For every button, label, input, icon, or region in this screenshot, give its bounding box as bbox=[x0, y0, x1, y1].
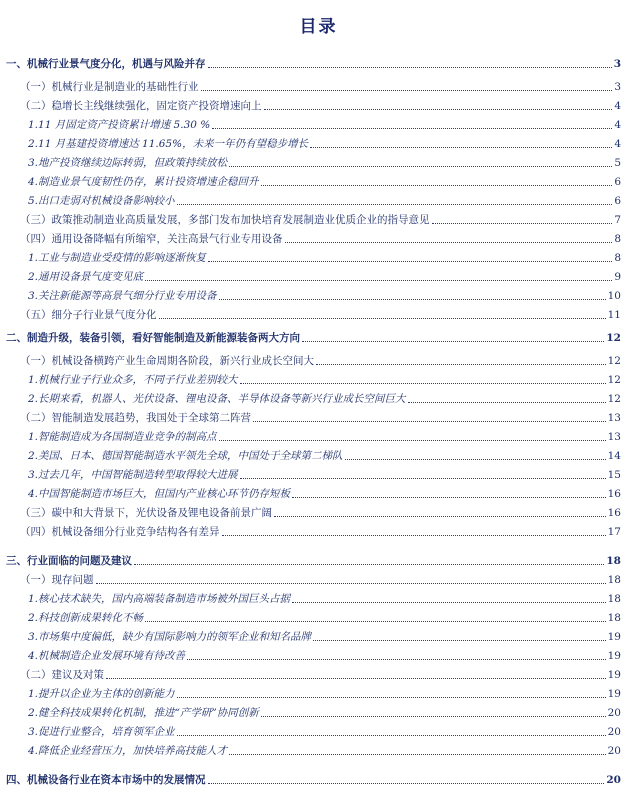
toc-entry-text: （一）机械设备横跨产业生命周期各阶段，新兴行业成长空间大 bbox=[20, 355, 314, 367]
toc-entry-page-number: 3 bbox=[613, 58, 621, 70]
toc-entry-level-2[interactable] bbox=[0, 568, 637, 586]
toc-entry-text: 1.智能制造成为各国制造业竞争的制高点 bbox=[28, 431, 217, 443]
dot-leader bbox=[264, 109, 613, 110]
toc-entry-level-2[interactable] bbox=[0, 349, 637, 367]
dot-leader bbox=[240, 383, 606, 384]
toc-entry-page-number: 19 bbox=[607, 631, 621, 643]
dot-leader bbox=[212, 128, 612, 129]
dot-leader bbox=[253, 421, 606, 422]
dot-leader bbox=[313, 640, 606, 641]
toc-entry-text: （一）现存问题 bbox=[20, 574, 94, 586]
toc-entry-page-number: 10 bbox=[607, 290, 621, 302]
dot-leader bbox=[201, 90, 613, 91]
toc-entry-page-number: 12 bbox=[607, 355, 621, 367]
toc-entry-page-number: 16 bbox=[607, 488, 621, 500]
dot-leader bbox=[208, 67, 612, 68]
toc-entry-level-3[interactable] bbox=[0, 425, 637, 443]
toc-entry-level-1[interactable] bbox=[0, 549, 637, 567]
toc-entry-level-3[interactable] bbox=[0, 132, 637, 150]
toc-entry-level-2[interactable] bbox=[0, 208, 637, 226]
toc-entry-text: 4.中国智能制造市场巨大，但国内产业核心环节仍存短板 bbox=[28, 488, 291, 500]
dot-leader bbox=[219, 440, 606, 441]
toc-entry-page-number: 4 bbox=[614, 119, 621, 131]
toc-entry-text: 二、制造升级，装备引领，看好智能制造及新能源装备两大方向 bbox=[6, 332, 300, 344]
toc-entry-level-3[interactable] bbox=[0, 265, 637, 283]
toc-entry-level-2[interactable] bbox=[0, 520, 637, 538]
toc-entry-page-number: 20 bbox=[607, 726, 621, 738]
dot-leader bbox=[345, 459, 606, 460]
toc-entry-level-3[interactable] bbox=[0, 682, 637, 700]
toc-entry-text: 4.机械制造企业发展环境有待改善 bbox=[28, 650, 186, 662]
toc-entry-level-3[interactable] bbox=[0, 444, 637, 462]
toc-entry-page-number: 15 bbox=[607, 469, 621, 481]
toc-entry-page-number: 9 bbox=[614, 271, 621, 283]
toc-entry-level-3[interactable] bbox=[0, 170, 637, 188]
toc-entry-text: 2.长期来看，机器人、光伏设备、锂电设备、半导体设备等新兴行业成长空间巨大 bbox=[28, 393, 406, 405]
toc-entry-level-3[interactable] bbox=[0, 368, 637, 386]
toc-entry-level-1[interactable] bbox=[0, 52, 637, 70]
toc-entry-page-number: 11 bbox=[607, 309, 621, 321]
toc-entry-page-number: 17 bbox=[607, 526, 621, 538]
toc-entry-text: 3.过去几年，中国智能制造转型取得较大进展 bbox=[28, 469, 238, 481]
toc-entry-text: 5.出口走弱对机械设备影响较小 bbox=[28, 195, 175, 207]
toc-entry-text: （二）稳增长主线继续强化，固定资产投资增速向上 bbox=[20, 100, 262, 112]
dot-leader bbox=[219, 299, 606, 300]
toc-entry-text: 三、行业面临的问题及建议 bbox=[6, 555, 132, 567]
toc-entry-text: 2.美国、日本、德国智能制造水平领先全球，中国处于全球第二梯队 bbox=[28, 450, 343, 462]
toc-entry-level-3[interactable] bbox=[0, 587, 637, 605]
toc-entry-text: （四）通用设备降幅有所缩窄，关注高景气行业专用设备 bbox=[20, 233, 283, 245]
toc-entry-level-2[interactable] bbox=[0, 406, 637, 424]
dot-leader bbox=[408, 402, 606, 403]
toc-entry-text: 四、机械设备行业在资本市场中的发展情况 bbox=[6, 774, 206, 786]
toc-entry-text: （五）细分子行业景气度分化 bbox=[20, 309, 157, 321]
dot-leader bbox=[292, 497, 606, 498]
toc-entry-page-number: 12 bbox=[607, 374, 621, 386]
toc-entry-text: 2.通用设备景气度变见底 bbox=[28, 271, 144, 283]
toc-entry-level-1[interactable] bbox=[0, 768, 637, 786]
toc-entry-text: （三）碳中和大背景下，光伏设备及锂电设备前景广阔 bbox=[20, 507, 272, 519]
dot-leader bbox=[145, 280, 612, 281]
toc-entry-text: 3.地产投资继续边际转弱，但政策持续放松 bbox=[28, 157, 228, 169]
dot-leader bbox=[310, 147, 612, 148]
dot-leader bbox=[96, 583, 606, 584]
toc-entry-page-number: 4 bbox=[614, 138, 621, 150]
toc-entry-text: 2.11 月基建投资增速达 11.65%，未来一年仍有望稳步增长 bbox=[28, 138, 309, 150]
toc-entry-page-number: 14 bbox=[607, 450, 621, 462]
toc-entry-text: 1.核心技术缺失，国内高端装备制造市场被外国巨头占据 bbox=[28, 593, 291, 605]
toc-entry-level-2[interactable] bbox=[0, 94, 637, 112]
toc-entry-level-3[interactable] bbox=[0, 246, 637, 264]
toc-entry-page-number: 18 bbox=[606, 555, 621, 567]
toc-entry-text: （四）机械设备细分行业竞争结构各有差异 bbox=[20, 526, 220, 538]
toc-entry-page-number: 20 bbox=[607, 745, 621, 757]
toc-entry-level-2[interactable] bbox=[0, 501, 637, 519]
dot-leader bbox=[177, 697, 606, 698]
toc-entry-page-number: 6 bbox=[614, 176, 621, 188]
toc-entry-level-3[interactable] bbox=[0, 644, 637, 662]
toc-entry-text: （二）建议及对策 bbox=[20, 669, 104, 681]
toc-entry-page-number: 6 bbox=[614, 195, 621, 207]
toc-entry-level-3[interactable] bbox=[0, 701, 637, 719]
dot-leader bbox=[302, 341, 604, 342]
toc-entry-level-2[interactable] bbox=[0, 303, 637, 321]
dot-leader bbox=[145, 621, 606, 622]
toc-entry-text: 一、机械行业景气度分化，机遇与风险并存 bbox=[6, 58, 206, 70]
toc-entry-text: 1.11 月固定资产投资累计增速 5.30 % bbox=[28, 119, 211, 131]
toc-entry-page-number: 3 bbox=[614, 81, 621, 93]
dot-leader bbox=[187, 659, 606, 660]
toc-entry-page-number: 16 bbox=[607, 507, 621, 519]
toc-title: 目录 bbox=[299, 17, 338, 37]
toc-entry-level-3[interactable] bbox=[0, 113, 637, 131]
toc-entry-page-number: 19 bbox=[607, 669, 621, 681]
toc-entry-level-3[interactable] bbox=[0, 284, 637, 302]
toc-entry-page-number: 8 bbox=[614, 252, 621, 264]
toc-entry-page-number: 19 bbox=[607, 650, 621, 662]
dot-leader bbox=[229, 754, 606, 755]
toc-entry-level-3[interactable] bbox=[0, 151, 637, 169]
dot-leader bbox=[285, 242, 613, 243]
dot-leader bbox=[106, 678, 606, 679]
toc-entry-text: 3.市场集中度偏低，缺少有国际影响力的领军企业和知名品牌 bbox=[28, 631, 312, 643]
dot-leader bbox=[240, 478, 606, 479]
dot-leader bbox=[177, 204, 613, 205]
toc-entry-text: 3.促进行业整合，培育领军企业 bbox=[28, 726, 175, 738]
toc-entry-page-number: 12 bbox=[607, 393, 621, 405]
dot-leader bbox=[208, 261, 612, 262]
toc-entry-level-3[interactable] bbox=[0, 189, 637, 207]
dot-leader bbox=[229, 166, 612, 167]
toc-entry-text: 1.提升以企业为主体的创新能力 bbox=[28, 688, 175, 700]
toc-entry-level-3[interactable] bbox=[0, 720, 637, 738]
toc-entry-page-number: 20 bbox=[606, 774, 621, 786]
toc-entry-text: 2.健全科技成果转化机制，推进“产学研”协同创新 bbox=[28, 707, 259, 719]
dot-leader bbox=[222, 535, 606, 536]
toc-entry-text: 4.降低企业经营压力，加快培养高技能人才 bbox=[28, 745, 228, 757]
dot-leader bbox=[432, 223, 613, 224]
toc-entry-text: （一）机械行业是制造业的基础性行业 bbox=[20, 81, 199, 93]
toc-entry-text: 4.制造业景气度韧性仍存，累计投资增速企稳回升 bbox=[28, 176, 259, 188]
dot-leader bbox=[208, 783, 605, 784]
toc-entry-page-number: 4 bbox=[614, 100, 621, 112]
toc-entry-level-3[interactable] bbox=[0, 625, 637, 643]
toc-entry-level-1[interactable] bbox=[0, 326, 637, 344]
dot-leader bbox=[159, 318, 606, 319]
toc-entry-text: 1.工业与制造业受疫情的影响逐渐恢复 bbox=[28, 252, 207, 264]
toc-entry-page-number: 8 bbox=[614, 233, 621, 245]
toc-entry-page-number: 18 bbox=[607, 612, 621, 624]
toc-entry-level-3[interactable] bbox=[0, 387, 637, 405]
toc-entry-page-number: 12 bbox=[606, 332, 621, 344]
toc-entry-level-2[interactable] bbox=[0, 663, 637, 681]
toc-entry-text: （三）政策推动制造业高质量发展，多部门发布加快培育发展制造业优质企业的指导意见 bbox=[20, 214, 430, 226]
toc-entry-level-3[interactable] bbox=[0, 463, 637, 481]
toc-entry-page-number: 13 bbox=[607, 431, 621, 443]
toc-entry-text: 2.科技创新成果转化不畅 bbox=[28, 612, 144, 624]
toc-entry-level-3[interactable] bbox=[0, 482, 637, 500]
toc-entry-page-number: 18 bbox=[607, 574, 621, 586]
dot-leader bbox=[292, 602, 606, 603]
toc-entry-page-number: 7 bbox=[614, 214, 621, 226]
dot-leader bbox=[177, 735, 606, 736]
toc-entry-page-number: 19 bbox=[607, 688, 621, 700]
dot-leader bbox=[316, 364, 606, 365]
toc-entry-page-number: 20 bbox=[607, 707, 621, 719]
toc-entry-page-number: 18 bbox=[607, 593, 621, 605]
toc-entry-level-2[interactable] bbox=[0, 227, 637, 245]
toc-entry-level-2[interactable] bbox=[0, 75, 637, 93]
dot-leader bbox=[261, 185, 613, 186]
dot-leader bbox=[261, 716, 606, 717]
dot-leader bbox=[274, 516, 606, 517]
toc-entry-text: 1.机械行业子行业众多，不同子行业差别较大 bbox=[28, 374, 238, 386]
dot-leader bbox=[134, 564, 604, 565]
toc-entry-level-3[interactable] bbox=[0, 739, 637, 757]
toc-entry-level-3[interactable] bbox=[0, 606, 637, 624]
toc-entry-text: 3.关注新能源等高景气细分行业专用设备 bbox=[28, 290, 217, 302]
toc-entry-text: （二）智能制造发展趋势，我国处于全球第二阵营 bbox=[20, 412, 251, 424]
toc-entry-page-number: 13 bbox=[607, 412, 621, 424]
toc-entry-page-number: 5 bbox=[614, 157, 621, 169]
